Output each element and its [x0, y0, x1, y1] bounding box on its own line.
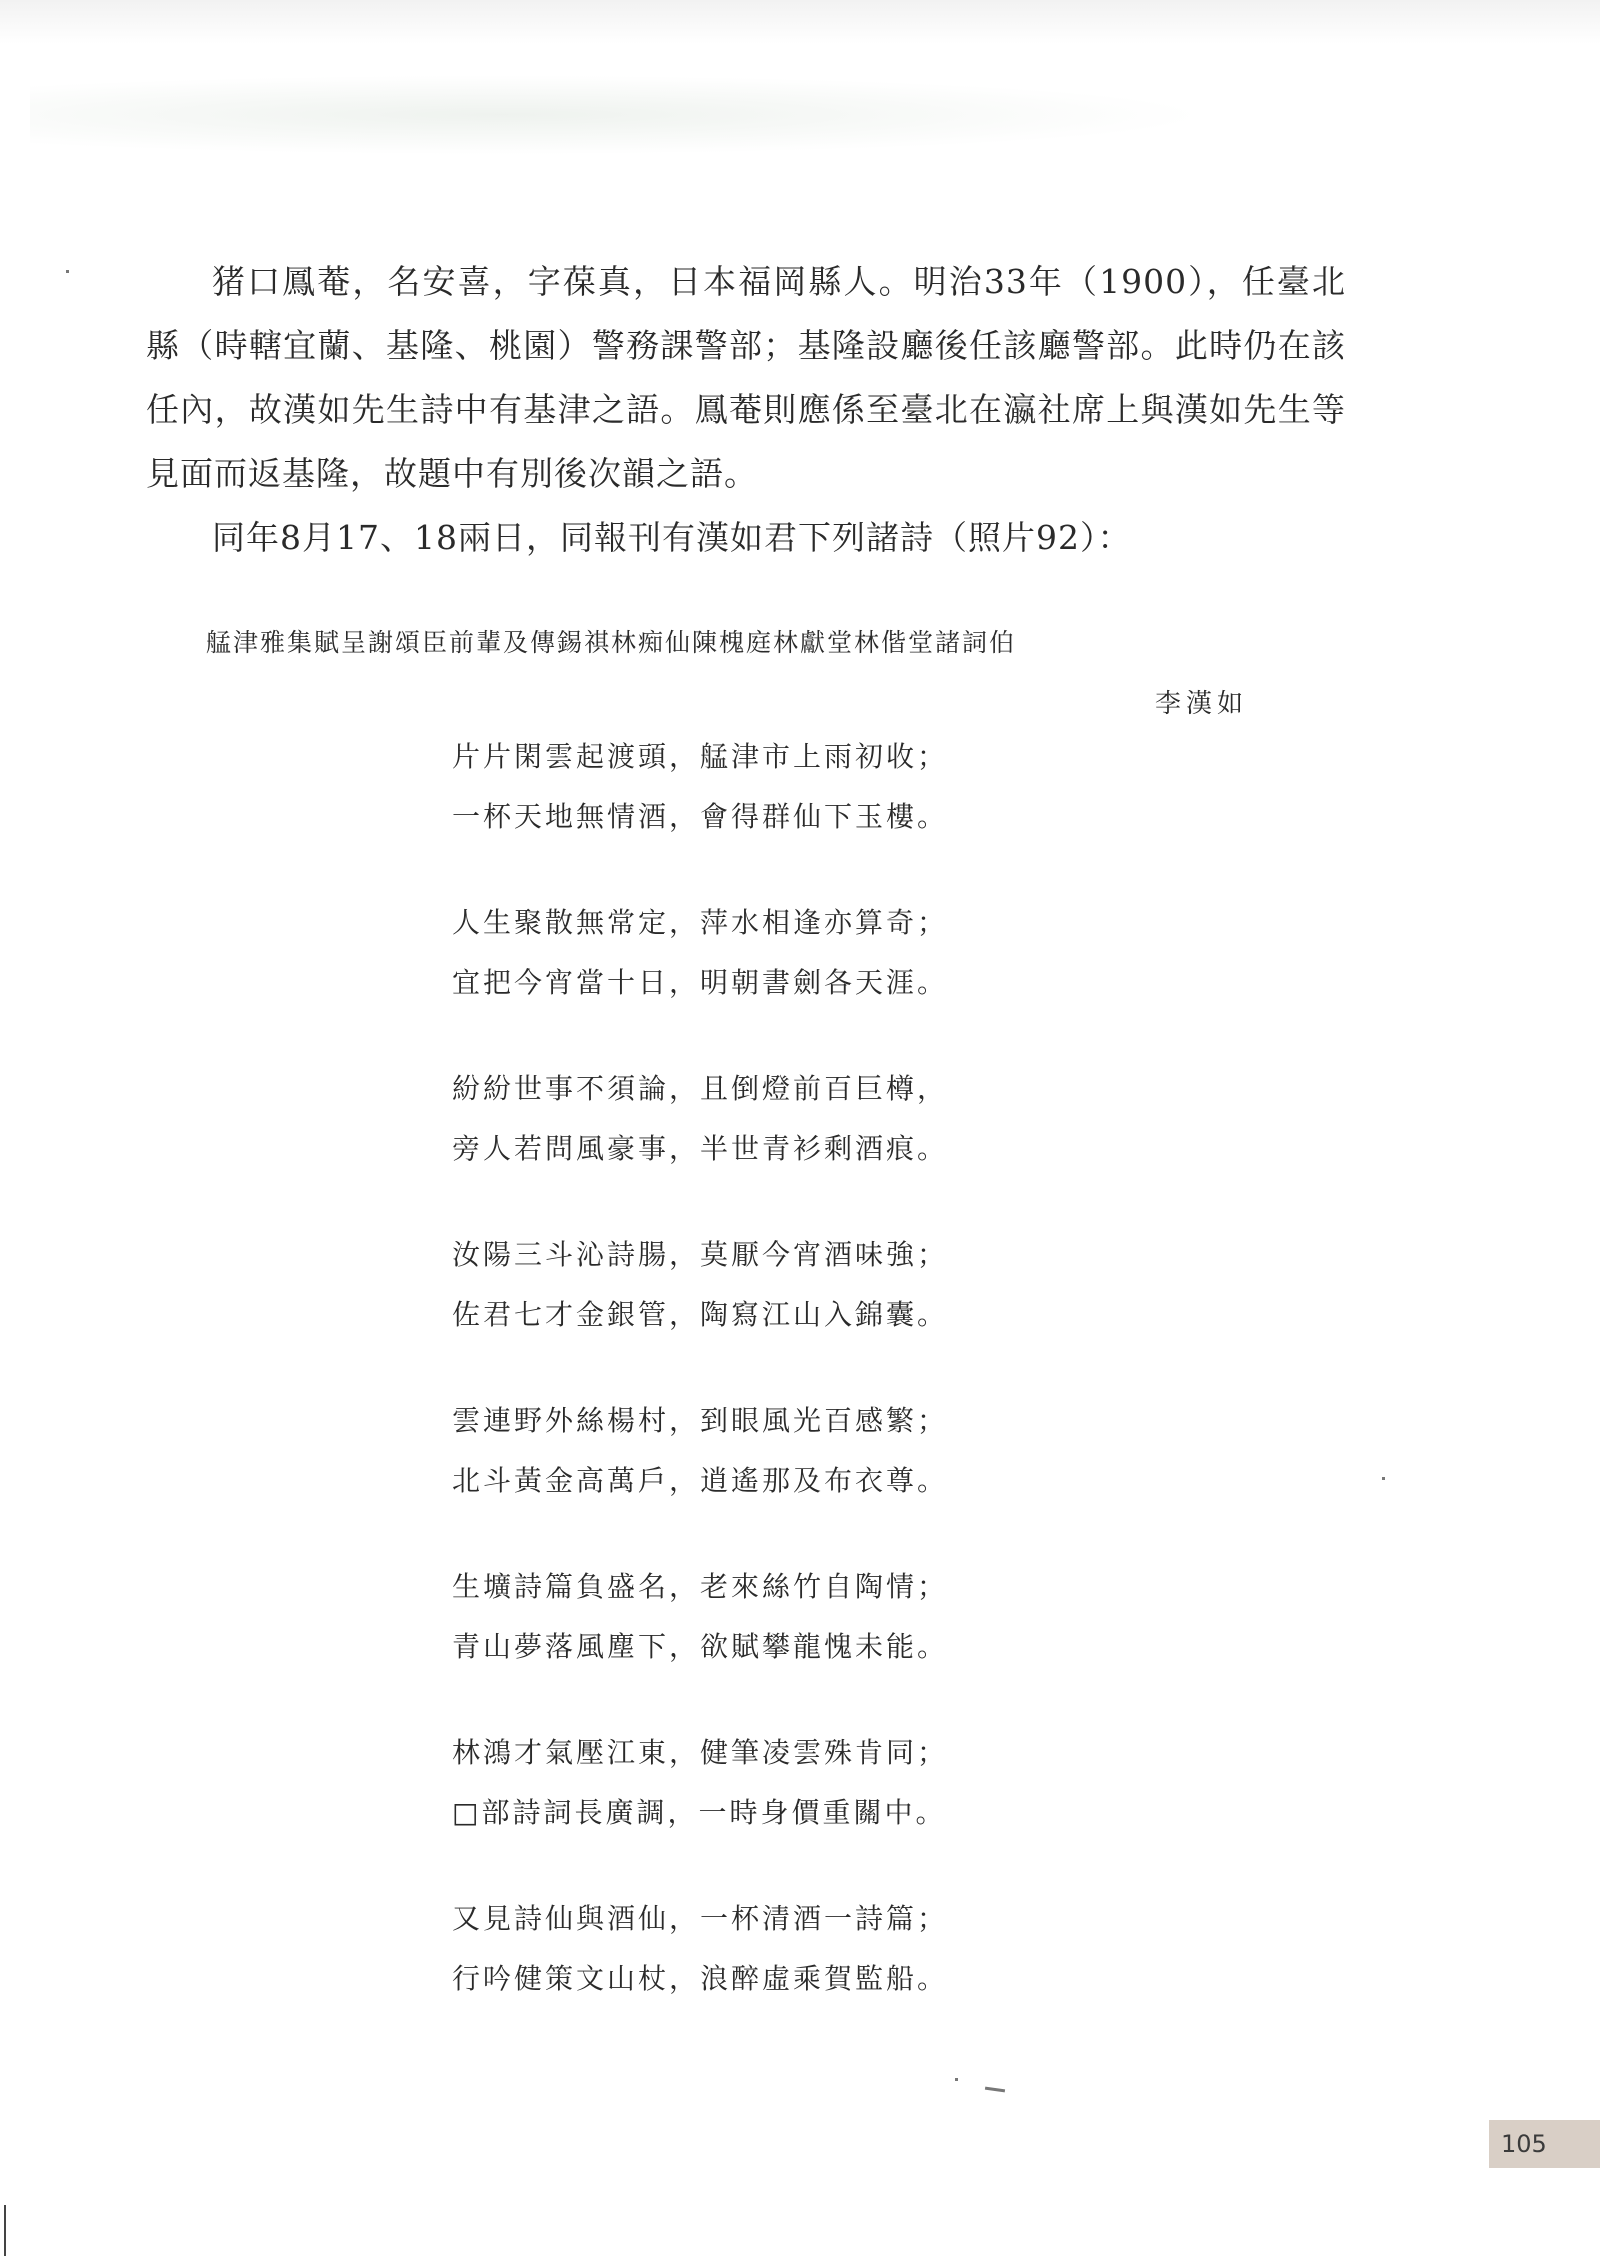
poem-line: 片片閑雲起渡頭，艋津市上雨初收； [452, 740, 949, 773]
poem-line: 汝陽三斗沁詩腸，莫厭今宵酒味強； [452, 1238, 949, 1271]
poem-stanza-6 [452, 1557, 948, 1677]
poem-stanza-5 [452, 1391, 948, 1511]
prose-paragraph-1: 猪口鳳菴，名安喜，字葆真，日本福岡縣人。明治33年（1900），任臺北縣（時轄宜蘭、基隆、桃園）警務課警部；基隆設廳後任該廳警部。此時仍在該任內，故漢如先生詩中有基津之語。鳳菴則應係至臺北在瀛社席上與漢如先生等見面而返基隆，故題中有別後次韻之語。 [146, 262, 1346, 493]
poem-line: 林鴻才氣壓江東，健筆凌雲殊肯同； [452, 1736, 949, 1769]
scan-speck [985, 2087, 1005, 2093]
poem-author: 李漢如 [1155, 689, 1249, 719]
poem-stanza-1 [452, 727, 948, 847]
poem-line: 人生聚散無常定，萍水相逢亦算奇； [452, 906, 949, 939]
scan-speck [1382, 1477, 1385, 1480]
poem-line: 旁人若問風豪事，半世青衫剩酒痕。 [452, 1132, 949, 1165]
poem-line: 生壙詩篇負盛名，老來絲竹自陶情； [452, 1570, 949, 1603]
poem-line: 紛紛世事不須論，且倒燈前百巨樽， [452, 1072, 949, 1105]
scan-speck [66, 270, 69, 273]
top-band [0, 0, 1600, 44]
poem-line: 行吟健策文山杖，浪醉虛乘賀監船。 [452, 1962, 949, 1995]
prose-section [146, 250, 1346, 570]
poem-line: 北斗黃金高萬戶，逍遙那及布衣尊。 [452, 1464, 949, 1497]
poem-line: 一杯天地無情酒，會得群仙下玉樓。 [452, 800, 949, 833]
poem-line: 又見詩仙與酒仙，一杯清酒一詩篇； [452, 1902, 949, 1935]
poem-line: 佐君七才金銀管，陶寫江山入錦囊。 [452, 1298, 949, 1331]
poem-stanza-8 [452, 1889, 948, 2009]
poem-line: □部詩詞長廣調，一時身價重關中。 [452, 1796, 947, 1829]
scan-smudge [30, 75, 1210, 155]
poem-line: 宜把今宵當十日，明朝書劍各天涯。 [452, 966, 949, 999]
prose-paragraph-2: 同年8月17、18兩日，同報刊有漢如君下列諸詩（照片92）： [212, 518, 1132, 557]
edge-line [4, 2205, 6, 2256]
poem-stanza-2 [452, 893, 948, 1013]
scan-speck [955, 2078, 958, 2081]
poem-line: 雲連野外絲楊村，到眼風光百感繁； [452, 1404, 949, 1437]
page-number: 105 [1489, 2120, 1600, 2168]
poem-stanza-4 [452, 1225, 948, 1345]
poem-line: 青山夢落風塵下，欲賦攀龍愧未能。 [452, 1630, 949, 1663]
poem-stanza-3 [452, 1059, 948, 1179]
poem-stanza-7 [452, 1723, 948, 1843]
poem-title: 艋津雅集賦呈謝頌臣前輩及傳錫祺林痴仙陳槐庭林獻堂林偕堂諸詞伯 [206, 628, 1017, 657]
